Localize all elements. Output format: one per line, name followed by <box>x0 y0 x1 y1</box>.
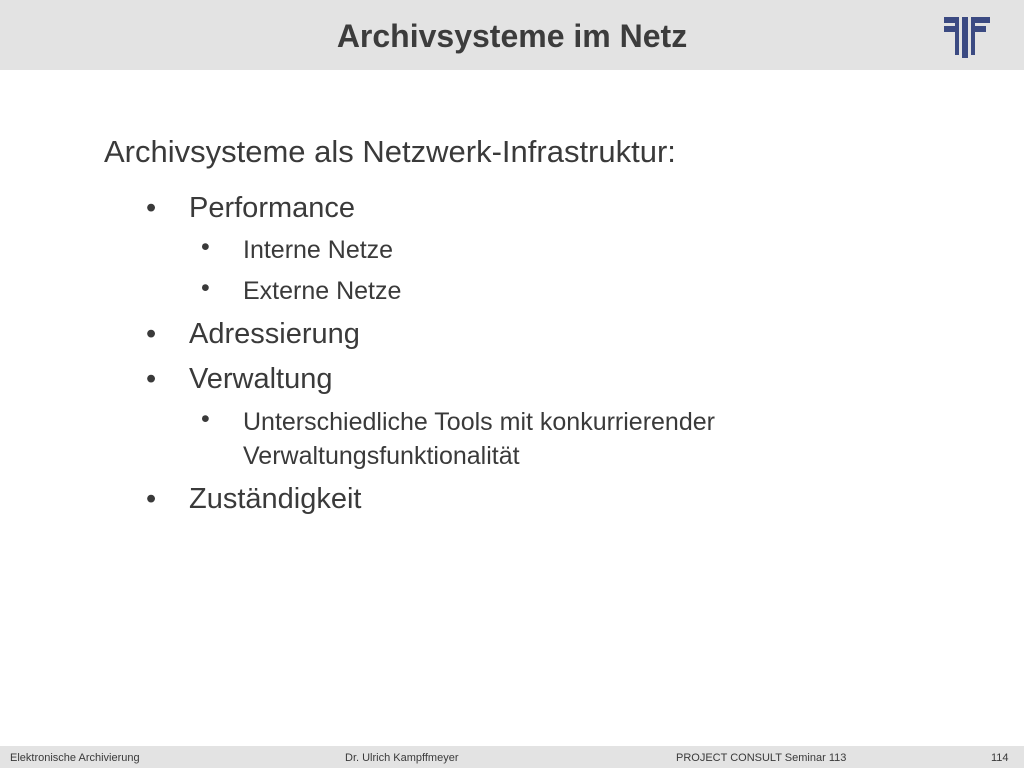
list-item-label: Adressierung <box>189 318 360 350</box>
list-item-label: Verwaltung <box>189 363 333 395</box>
footer-left-text: Elektronische Archivierung <box>10 752 140 764</box>
list-item-label: Zuständigkeit <box>189 483 362 515</box>
header-bar <box>0 0 1024 70</box>
project-consult-logo-icon <box>944 14 994 58</box>
main-heading: Archivsysteme als Netzwerk-Infrastruktur: <box>104 134 676 169</box>
bullet-icon: • <box>146 192 157 224</box>
bullet-icon: • <box>146 483 157 515</box>
list-item-label: Externe Netze <box>243 277 402 305</box>
bullet-icon: • <box>146 318 157 350</box>
list-item-label: Unterschiedliche Tools mit konkurrierender <box>243 408 715 436</box>
footer-bar <box>0 746 1024 768</box>
bullet-icon: • <box>201 233 210 261</box>
slide-title: Archivsysteme im Netz <box>336 18 688 54</box>
bullet-icon: • <box>201 405 210 433</box>
list-item-label: Verwaltungsfunktionalität <box>243 442 520 470</box>
bullet-icon: • <box>201 274 210 302</box>
footer-author: Dr. Ulrich Kampffmeyer <box>345 752 459 764</box>
bullet-icon: • <box>146 363 157 395</box>
footer-seminar: PROJECT CONSULT Seminar 113 <box>676 752 847 764</box>
list-item-label: Interne Netze <box>243 236 394 264</box>
page-number: 114 <box>991 752 1009 764</box>
list-item-label: Performance <box>189 192 356 224</box>
